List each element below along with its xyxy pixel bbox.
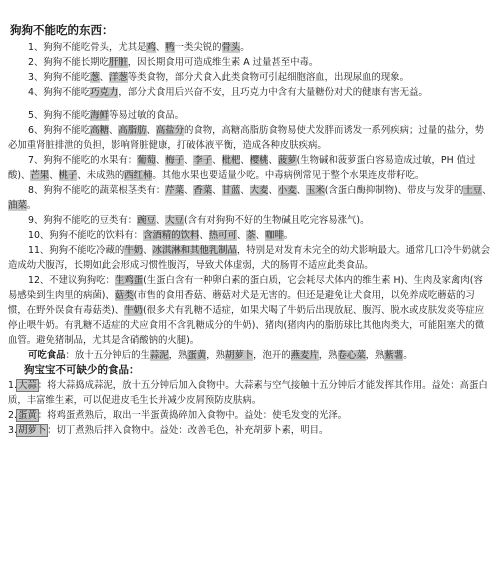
text-segment: (生物碱和菠萝蛋白容易造成过敏，PH 值过酸)、 (8, 155, 476, 181)
text-segment: ，因长期食用可造成维生素 A 过量甚至中毒。 (127, 57, 319, 68)
highlighted-term: 高盐分 (155, 125, 185, 136)
list-item (8, 55, 492, 70)
text-segment: 6、狗狗不能吃 (28, 125, 91, 136)
highlighted-term: 牛奶 (124, 245, 144, 256)
highlighted-term: 骨头 (221, 42, 241, 53)
highlighted-term: 葡萄 (137, 155, 156, 166)
puppy-food-item (8, 378, 492, 408)
food-name: 大蒜 (17, 380, 37, 391)
text-segment: ：放十五分钟后的生 (65, 350, 150, 361)
highlighted-term: 甘蓝 (221, 185, 241, 196)
list-item (8, 273, 492, 348)
highlighted-term: 高糖 (90, 125, 109, 136)
text-segment: 等易过敏的食品。 (108, 110, 184, 121)
puppy-food-item (8, 408, 492, 423)
text-segment: ，熟 (168, 350, 188, 361)
text-segment: (生蛋白含有一种卵白素的蛋白质，它会耗尽犬体内的维生素 H)、生肉及家禽肉(容易感染到生肉里的病菌)、 (8, 275, 483, 301)
highlighted-term: 芒果 (30, 170, 50, 181)
text-segment: 。 (283, 230, 294, 241)
list-item (8, 123, 492, 153)
text-segment: 。其他水果也要适量少吃。中毒病例常见于整个水果连皮带籽吃。 (152, 170, 425, 181)
doc-title: 狗狗不能吃的东西： (10, 23, 114, 37)
text-segment: 。 (403, 350, 413, 361)
label-text: 可吃食品 (28, 350, 66, 361)
puppy-food-item (8, 423, 492, 438)
list-item (8, 243, 492, 273)
text-segment: 等类食物，部分犬食入此类食物可引起细胞溶血，出现尿血的现象。 (127, 72, 410, 83)
text-segment: 8、狗狗不能吃的蔬菜根茎类有： (28, 185, 166, 196)
text-segment: 9、狗狗不能吃的豆类有： (28, 215, 138, 226)
text-segment: 的食物，高糖高脂肪食物易使犬发胖而诱发一系列疾病；过量的盐分，势必加重肾脏排泄的负担，影响肾脏健康，打破体液平衡，造成各种皮肤疾病。 (8, 125, 485, 151)
food-name: 蛋黄 (17, 410, 37, 421)
text-segment: 、 (155, 42, 166, 53)
list-item (8, 40, 492, 55)
highlighted-term: 玉米 (306, 185, 325, 196)
text-segment: 、 (268, 185, 278, 196)
text-segment: 、 (155, 155, 166, 166)
text-segment: (含有对狗狗不好的生物碱且吃完容易涨气)。 (184, 215, 370, 226)
food-description: ：将鸡蛋煮熟后，取出一半蛋黄捣碎加入食物中。益处：使毛发变的光泽。 (37, 410, 348, 421)
item-number: 3. (8, 425, 17, 436)
text-segment: 、 (240, 185, 250, 196)
item-number: 1. (8, 380, 17, 391)
text-segment: 、未成熟的 (77, 170, 125, 181)
item-number: 2. (8, 410, 17, 421)
highlighted-term: 胡萝卜 (224, 350, 254, 361)
highlighted-term: 鸡 (146, 42, 156, 53)
text-segment: 、 (212, 185, 222, 196)
text-segment: 、 (184, 155, 194, 166)
puppy-food-list (8, 378, 492, 438)
highlighted-term: 菠萝 (277, 155, 297, 166)
text-segment: 4、狗狗不能吃 (28, 87, 91, 98)
edible-foods-paragraph (8, 348, 492, 363)
text-segment: 、 (199, 230, 209, 241)
list-item (8, 228, 492, 243)
food-description: ：将大蒜捣成蒜泥，放十五分钟后加入食物中。大蒜素与空气接触十五分钟后才能发挥其作用。益处：高蛋白质，丰富维生素，可以促进皮毛生长并减少皮屑预防皮肤病。 (8, 380, 488, 406)
highlighted-term: 李子 (193, 155, 213, 166)
paragraph-gap (8, 100, 492, 108)
text-segment: 、 (108, 125, 119, 136)
text-segment: 、 (99, 72, 109, 83)
highlighted-term: 热可可 (208, 230, 237, 241)
text-segment: 11、狗狗不能吃冷藏的 (28, 245, 125, 256)
text-segment: 2、狗狗不能长期吃 (28, 57, 109, 68)
list-item (8, 70, 492, 85)
highlighted-term: 卷心菜 (337, 350, 366, 361)
highlighted-term: 茶 (246, 230, 256, 241)
text-segment: (含蛋白酶抑制物)、带皮与发芽的 (324, 185, 464, 196)
highlighted-term: 肝脏 (108, 57, 128, 68)
text-segment: 10、狗狗不能吃的饮料有： (28, 230, 144, 241)
highlighted-term: 含酒精的饮料 (143, 230, 200, 241)
list-item (8, 213, 492, 228)
highlighted-term: 桃子 (58, 170, 78, 181)
highlighted-term: 牛奶 (124, 305, 143, 316)
highlighted-term: 樱桃 (249, 155, 269, 166)
text-segment: ，熟 (365, 350, 385, 361)
text-segment: 、 (155, 215, 166, 226)
list-item (8, 183, 492, 213)
food-name: 胡萝卜 (17, 425, 47, 436)
list-item (8, 108, 492, 123)
highlighted-term: 豌豆 (137, 215, 156, 226)
text-segment: ，熟 (318, 350, 338, 361)
highlighted-term: 生鸡蛋 (114, 275, 144, 286)
text-segment: 、 (240, 155, 250, 166)
text-segment: ，特别是对发育未完全的幼犬影响最大。通常几口冷牛奶就会造成幼犬腹泻，长期如此会形成习惯性腹泻，导致犬体虚弱，犬的肠胃不适应此类食品。 (8, 245, 490, 271)
highlighted-term: 燕麦片 (290, 350, 319, 361)
text-segment: 一类尖锐的 (174, 42, 222, 53)
highlighted-term: 海鲜 (90, 110, 109, 121)
highlighted-term: 西红柿 (124, 170, 153, 181)
food-description: ：切丁煮熟后拌入食物中。益处：改善毛色，补充胡萝卜素，明目。 (47, 425, 329, 436)
text-segment: 12、不建议狗狗吃： (28, 275, 115, 286)
list-item (8, 85, 492, 100)
list-item (8, 153, 492, 183)
text-segment: 、 (296, 185, 306, 196)
highlighted-term: 小麦 (277, 185, 297, 196)
highlighted-term: 紫薯 (384, 350, 404, 361)
highlighted-term: 洋葱 (109, 72, 128, 83)
text-segment: 3、狗狗不能吃 (28, 72, 91, 83)
text-segment: 、 (49, 170, 59, 181)
highlighted-term: 冰淇淋和其他乳制品 (152, 245, 237, 256)
highlighted-term: 油菜 (8, 200, 27, 211)
highlighted-term: 梅子 (165, 155, 185, 166)
text-segment: (市售的食用香菇、蘑菇对犬是无害的。但还是避免让犬食用，以免养成吃蘑菇的习惯，在野外误食有毒菇类)、 (8, 290, 475, 316)
highlighted-term: 咖啡 (265, 230, 284, 241)
highlighted-term: 枇杷 (221, 155, 241, 166)
highlighted-term: 土豆 (463, 185, 483, 196)
highlighted-term: 蛋黄 (187, 350, 207, 361)
text-segment: 7、狗狗不能吃的水果有： (28, 155, 138, 166)
highlighted-term: 菇类 (114, 290, 134, 301)
highlighted-term: 蒜泥 (149, 350, 169, 361)
text-segment: 5、狗狗不能吃 (28, 110, 91, 121)
text-segment: ，部分犬食用后兴奋不安，且巧克力中含有大量糖份对犬的健康有害无益。 (118, 87, 428, 98)
text-segment: 、 (146, 125, 156, 136)
text-segment: ，泡开的 (253, 350, 291, 361)
text-segment: 、 (183, 185, 194, 196)
text-segment: 、 (268, 155, 278, 166)
text-segment: 。 (240, 42, 250, 53)
highlighted-term: 鸭 (165, 42, 175, 53)
text-segment: 、 (255, 230, 266, 241)
text-segment: 、 (236, 230, 247, 241)
text-segment: 、 (143, 245, 153, 256)
highlighted-term: 香菜 (193, 185, 213, 196)
forbidden-food-list (8, 40, 492, 348)
highlighted-term: 大豆 (165, 215, 185, 226)
text-segment: 1、狗狗不能吃骨头，尤其是 (28, 42, 147, 53)
highlighted-term: 大麦 (249, 185, 269, 196)
text-segment: 。 (26, 200, 37, 211)
highlighted-term: 高脂肪 (118, 125, 147, 136)
text-segment: 、 (482, 185, 492, 196)
puppy-foods-heading: 狗宝宝不可缺少的食品： (24, 364, 140, 376)
highlighted-term: 芹菜 (165, 185, 184, 196)
highlighted-term: 巧克力 (90, 87, 119, 98)
text-segment: (很多犬有乳糖不适症，如果犬喝了牛奶后出现放屁、腹泻、脱水或皮肤发炎等症应停止喂牛奶。有乳糖不适症的犬应食用不含乳糖成分的牛奶)、猪肉(猪肉内的脂肪球比其他肉类大，可能阻塞犬的微血管。避免猪制品，尤其是含硝酸钠的火腿)。 (8, 305, 485, 346)
text-segment: ，熟 (206, 350, 225, 361)
highlighted-term: 葱 (90, 72, 100, 83)
text-segment: 、 (212, 155, 222, 166)
